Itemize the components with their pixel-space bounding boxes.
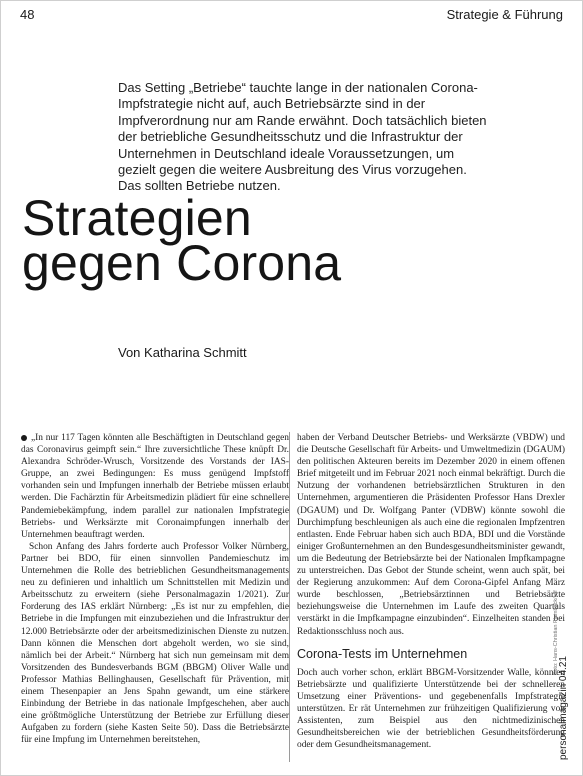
bullet-icon bbox=[21, 435, 27, 441]
body-paragraph: Doch auch vorher schon, erklärt BBGM-Vorsitzender Walle, könnten Betriebsärzte und qualifizierte Unterstützende bei der schnelleren Umsetzung einer Präventions- und gegebenenfalls Impfstrategie unterstützen. Er rät Unternehmen zur frühzeitigen Qualifizierung von Assistenten, zum Beispiel aus den nichtmedizinischen Gesundheitsbereichen wie der betrieblichen Gesundheitsförderung oder dem Gesundheitsmanagement. bbox=[297, 667, 565, 751]
issue-label bbox=[556, 656, 570, 760]
subheading: Corona-Tests im Unternehmen bbox=[297, 646, 468, 661]
title-line-1: Strategien bbox=[22, 190, 252, 246]
page-number: 48 bbox=[20, 7, 35, 22]
paragraph-text: „In nur 117 Tagen könnten alle Beschäftigten in Deutschland gegen das Coronavirus geimpft sein.“ Ihre zuversichtliche These knüpft Dr. Alexandra Schröder-Wrusch, Vorsitzende des Vorstands der IAS-Gruppe, an zwei Bedingungen: Es muss genügend Impfstoff vorhanden sein und Impfungen innerhalb der Betriebe müssen erlaubt werden. Die Fachärztin für Arbeitsmedizin plädiert für eine schnellere Pandemiebekämpfung, indem parallel zur nationalen Impfstrategie Betriebs- und Werksärzte mit Coronaimpfungen innerhalb der Unternehmen beauftragt werden. bbox=[21, 433, 289, 540]
body-paragraph: Schon Anfang des Jahrs forderte auch Professor Volker Nürnberg, Partner bei BDO, für einen sinnvollen Pandemieschutz im Unternehmen die Rolle des betrieblichen Gesundheitsmanagements neu zu definieren und inhaltlich um Schnittstellen mit Medizin und Arbeitsschutz zu erweitern (siehe Personalmagazin 1/2021). Zur Forderung des IAS erklärt Nürnberg: „Es ist nur zu empfehlen, die Betriebe in die Impfungen mit einzubeziehen und die Infrastruktur der 12.000 Betriebsärzte oder der arbeitsmedizinischen Dienste zu nutzen. Dann können die Menschen dort abgeholt werden, wo sie sind, nämlich bei der Arbeit.“ Nürnberg hat sich nun gemeinsam mit dem Vorsitzenden des Bundesverbands BGM (BBGM) Oliver Walle und Professor Mathias Bellinghausen, Gesellschaft für Prävention, mit einem Thesenpapier an Jens Spahn gewandt, um eine stärkere Einbindung der Betriebe in das nationale Impfgeschehen, aber auch eine größtmögliche Unterstützung der Betriebe zur Erfüllung dieser Aufgaben zu fordern (siehe Kasten Seite 50). Dass die Betriebsärzte für eine Impfung im Unternehmen bereitstehen, bbox=[21, 541, 289, 746]
body-column-2 bbox=[297, 432, 565, 751]
issue-label-text: personalmagazin 04.21 bbox=[558, 656, 569, 760]
photo-credit-text: Foto: Hans-Christian Plambeck/laif bbox=[553, 590, 559, 675]
body-column-1 bbox=[21, 432, 289, 746]
section-label: Strategie & Führung bbox=[446, 7, 563, 22]
body-paragraph bbox=[21, 432, 289, 541]
byline: Von Katharina Schmitt bbox=[118, 345, 247, 360]
article-title bbox=[22, 190, 342, 291]
body-paragraph: haben der Verband Deutscher Betriebs- und Werksärzte (VBDW) und die Deutsche Gesellschaft für Arbeits- und Umweltmedizin (DGAUM) den politischen Akteuren bereits im Dezember 2020 in einem offenen Brief mitgeteilt und im Februar 2021 noch einmal bekräftigt. Durch die Nutzung der vorhandenen betriebsärztlichen Strukturen in den Unternehmen, argumentieren die Präsidenten Professor Hans Drexler (DGAUM) und Dr. Wolfgang Panter (VDBW) könnte sowohl die Durchimpfung beschleunigen als auch eine die regionalen Impfzentren entlasten. Ende Februar haben sich auch BDA, BDI und die Vorstände einiger Großunternehmen an den Bundesgesundheitsminister gewandt, um die Bedeutung der Betriebsärzte bei der Nationalen Impfkampagne zu unterstreichen. Das Gebot der Stunde scheint, wenn auch spät, bei der Regierung anzukommen: Auf dem Corona-Gipfel Anfang März wurde beschlossen, „Betriebsärztinnen und Betriebsärzte beziehungsweise die Unternehmen im Laufe des zweiten Quartals verstärkt in die Impfkampagne einzubinden“. Einzelheiten standen bei Redaktionsschluss noch aus. bbox=[297, 433, 565, 637]
title-line-2: gegen Corona bbox=[22, 235, 342, 291]
lead-paragraph: Das Setting „Betriebe“ tauchte lange in der nationalen Corona-Impfstrategie nicht auf, auch Betriebsärzte sind in der Impfverordnung nur am Rande erwähnt. Doch tatsächlich bieten der betriebliche Gesundheitsschutz und die Infrastruktur der Unternehmen in Deutschland ideale Voraussetzungen, um gezielt gegen die weitere Ausbreitung des Virus vorzugehen. Das sollten Betriebe nutzen. bbox=[118, 80, 487, 194]
column-divider bbox=[289, 432, 290, 762]
